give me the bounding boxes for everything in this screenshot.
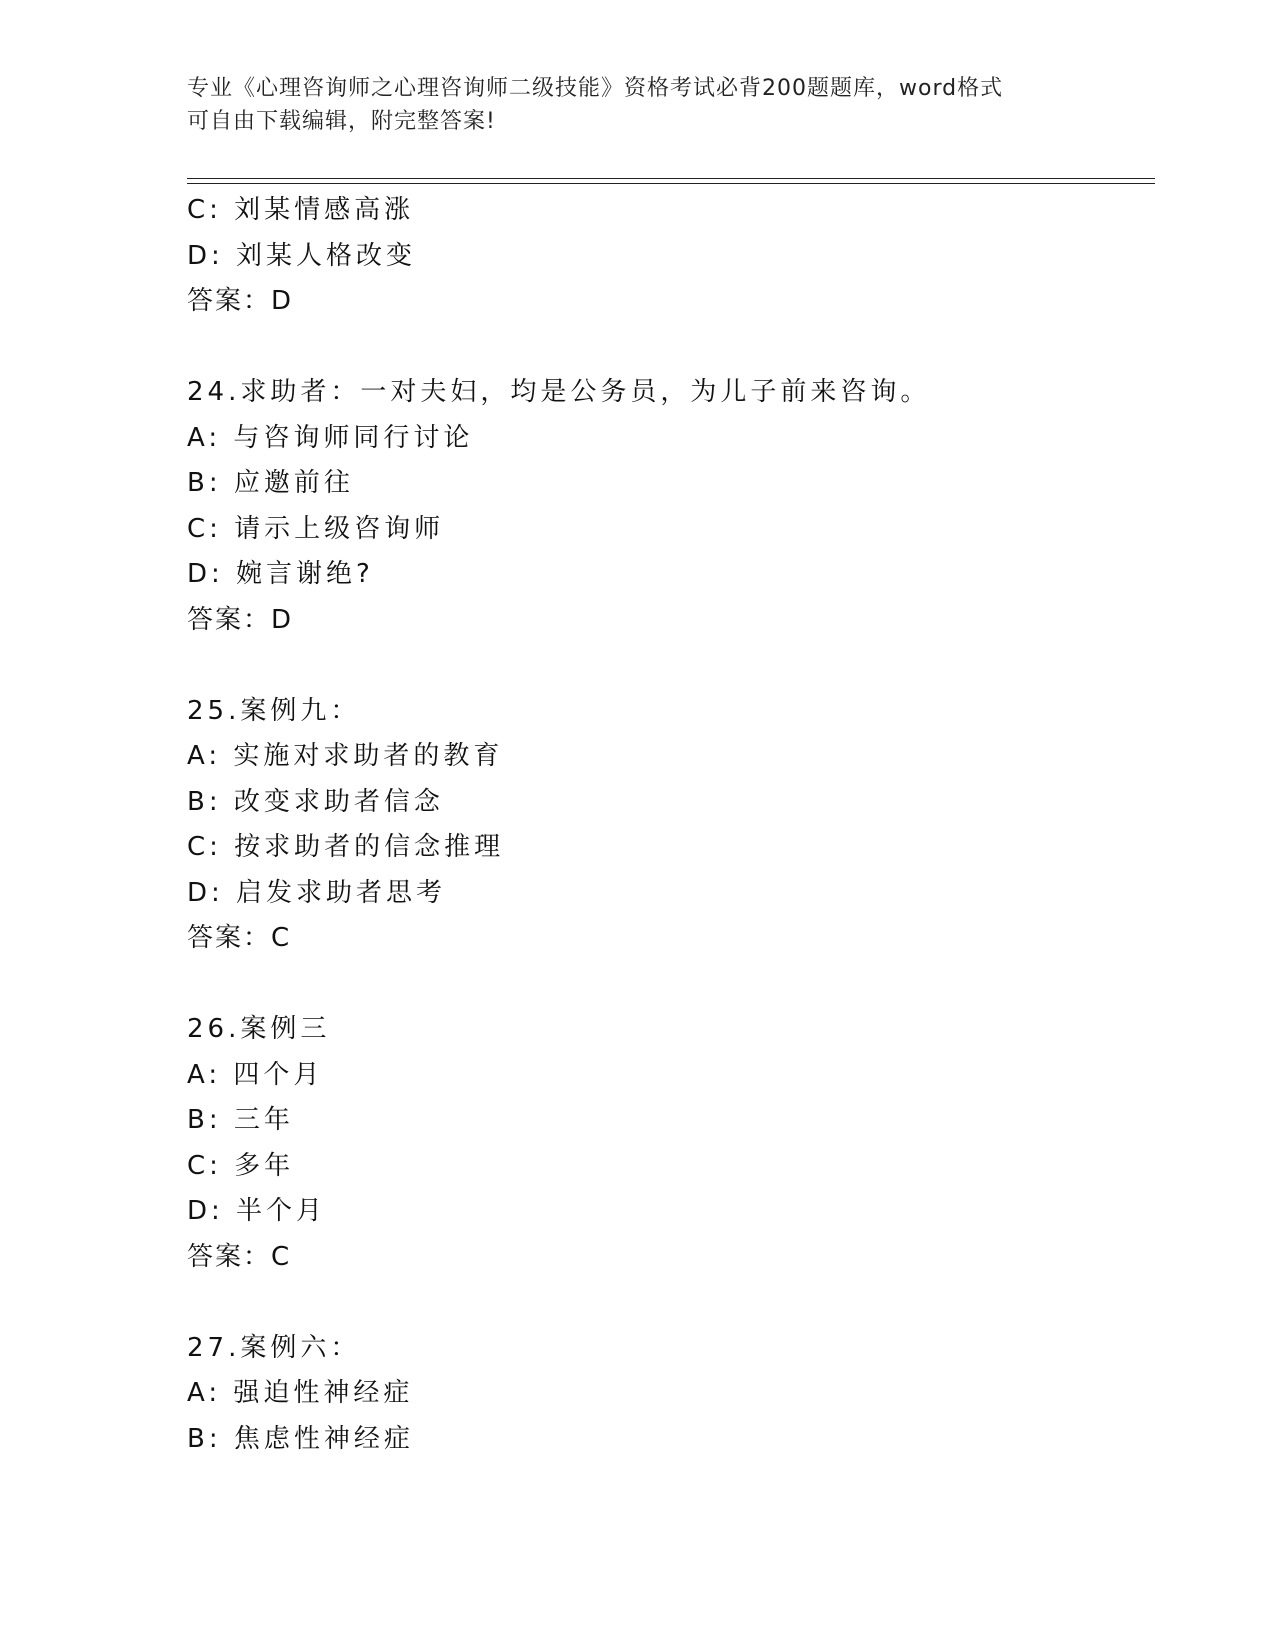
question-list (187, 188, 1147, 1462)
answer-option: D: 启发求助者思考 (187, 877, 447, 908)
answer-option: B: 改变求助者信念 (187, 786, 444, 817)
answer-option: A: 与咨询师同行讨论 (187, 422, 474, 453)
question-block (187, 370, 1147, 643)
answer-option: C: 按求助者的信念推理 (187, 832, 505, 862)
block-spacer (187, 962, 1147, 1008)
block-spacer (187, 1280, 1147, 1326)
answer-option: D: 婉言谢绝? (187, 559, 374, 589)
answer-option: C: 请示上级咨询师 (187, 513, 445, 544)
answer-option: C: 刘某情感高涨 (187, 195, 415, 225)
question-text: 25.案例九： (187, 695, 361, 726)
block-spacer (187, 643, 1147, 689)
header-line-2: 可自由下载编辑，附完整答案! (187, 109, 496, 134)
header-divider-bottom (187, 183, 1155, 184)
answer-option: A: 四个月 (187, 1059, 324, 1090)
question-block (187, 689, 1147, 962)
answer-option: A: 强迫性神经症 (187, 1378, 414, 1408)
header-line-1: 专业《心理咨询师之心理咨询师二级技能》资格考试必背200题题库，word格式 (187, 76, 1004, 101)
answer-option: B: 三年 (187, 1105, 294, 1135)
block-spacer (187, 325, 1147, 371)
question-block (187, 188, 1147, 325)
question-text: 24.求助者：一对夫妇，均是公务员，为儿子前来咨询。 (187, 377, 931, 407)
answer-option: B: 焦虑性神经症 (187, 1423, 414, 1454)
document-header (187, 72, 1087, 138)
question-block (187, 1326, 1147, 1463)
question-text: 27.案例六： (187, 1332, 361, 1363)
answer-key: 答案：D (187, 604, 294, 635)
answer-option: D: 刘某人格改变 (187, 240, 417, 271)
answer-key: 答案：C (187, 923, 292, 953)
answer-key: 答案：C (187, 1241, 292, 1272)
answer-option: C: 多年 (187, 1150, 295, 1181)
answer-option: A: 实施对求助者的教育 (187, 741, 504, 771)
answer-option: D: 半个月 (187, 1196, 327, 1226)
answer-key: 答案：D (187, 286, 294, 316)
question-block (187, 1007, 1147, 1280)
header-divider-top (187, 178, 1155, 179)
question-text: 26.案例三 (187, 1014, 331, 1044)
answer-option: B: 应邀前往 (187, 468, 354, 498)
